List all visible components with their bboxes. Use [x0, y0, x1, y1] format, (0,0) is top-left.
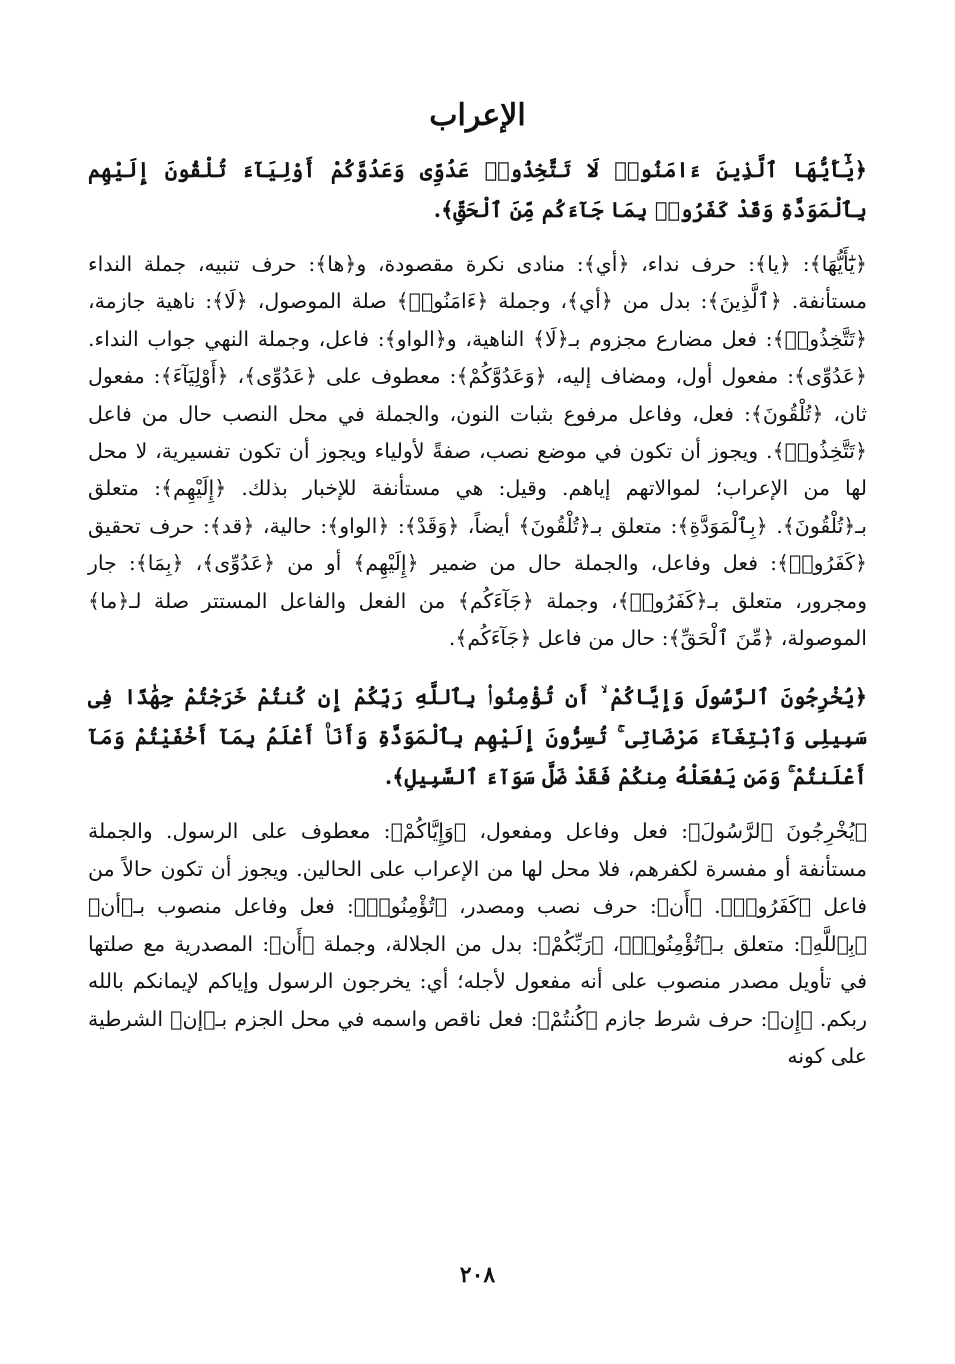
- page-title: الإعراب: [429, 98, 526, 133]
- quran-verse: ﴿يُخْرِجُونَ ٱلرَّسُولَ وَإِيَّاكُمْ ۙ أَن تُؤْمِنُوا۟ بِٱللَّهِ رَبِّكُمْ إِن كُنتُمْ خَرَجْتُمْ جِهَٰدًا فِى سَبِيلِى وَٱبْتِغَآءَ مَرْضَاتِى ۚ تُسِرُّونَ إِلَيْهِم بِٱلْمَوَدَّةِ وَأَنَا۠ أَعْلَمُ بِمَآ أَخْفَيْتُمْ وَمَآ أَعْلَنتُمْ ۚ وَمَن يَفْعَلْهُ مِنكُمْ فَقَدْ ضَلَّ سَوَآءَ ٱلسَّبِيلِ﴾.: [88, 684, 867, 790]
- quran-verse: ﴿يَٰٓأَيُّهَا ٱلَّذِينَ ءَامَنُوا۟ لَا تَتَّخِذُوا۟ عَدُوِّى وَعَدُوَّكُمْ أَوْلِيَآءَ تُلْقُونَ إِلَيْهِم بِٱلْمَوَدَّةِ وَقَدْ كَفَرُوا۟ بِمَا جَآءَكُم مِّنَ ٱلْحَقِّ﴾.: [88, 157, 867, 222]
- grammar-paragraph: ﴿يَٰٓأَيُّهَا﴾: ﴿يا﴾: حرف نداء، ﴿أي﴾: منادى نكرة مقصودة، و﴿ها﴾: حرف تنبيه، جملة النداء مستأنفة. ﴿ٱلَّذِينَ﴾: بدل من ﴿أي﴾، وجملة ﴿ءَامَنُوا۟﴾ صلة الموصول، ﴿لَا﴾: ناهية جازمة، ﴿تَتَّخِذُوا۟﴾: فعل مضارع مجزوم بـ﴿لَا﴾ الناهية، و﴿الواو﴾: فاعل، وجملة النهي جواب النداء. ﴿عَدُوِّى﴾: مفعول أول، ومضاف إليه، ﴿وَعَدُوَّكُمْ﴾: معطوف على ﴿عَدُوِّى﴾، ﴿أَوْلِيَآءَ﴾: مفعول ثان، ﴿تُلْقُونَ﴾: فعل، وفاعل مرفوع بثبات النون، والجملة في محل النصب حال من فاعل ﴿تَتَّخِذُوا۟﴾. ويجوز أن تكون في موضع نصب، صفةً لأولياء ويجوز أن تكون تفسيرية، لا محل لها من الإعراب؛ لموالاتهم إياهم. وقيل: هي مستأنفة للإخبار بذلك. ﴿إِلَيْهِم﴾: متعلق بـ﴿تُلْقُونَ﴾. ﴿بِٱلْمَوَدَّةِ﴾: متعلق بـ﴿تُلْقُونَ﴾ أيضاً، ﴿وَقَدْ﴾: ﴿الواو﴾: حالية، ﴿قد﴾: حرف تحقيق ﴿كَفَرُوا۟﴾: فعل وفاعل، والجملة حال من ضمير ﴿إِلَيْهِم﴾ أو من ﴿عَدُوِّى﴾، ﴿بِمَا﴾: جار ومجرور، متعلق بـ﴿كَفَرُوا۟﴾، وجملة ﴿جَآءَكُم﴾ من الفعل والفاعل المستتر صلة لـ﴿ما﴾ الموصولة، ﴿مِّنَ ٱلْحَقِّ﴾: حال من فاعل ﴿جَآءَكُم﴾.: [88, 252, 868, 651]
- page-number: ٢٠٨: [459, 1262, 496, 1288]
- grammar-paragraph: ﴿يُخْرِجُونَ ٱلرَّسُولَ﴾: فعل وفاعل ومفعول، ﴿وَإِيَّاكُمْ﴾: معطوف على الرسول. والجملة مستأنفة أو مفسرة لكفرهم، فلا محل لها من الإعراب على الحالين. ويجوز أن تكون حالاً من فاعل ﴿كَفَرُوا۟﴾. ﴿أَن﴾: حرف نصب ومصدر، ﴿تُؤْمِنُوا۟﴾: فعل وفاعل منصوب بـ﴿أن﴾ ﴿بِٱللَّهِ﴾: متعلق بـ﴿تُؤْمِنُوا۟﴾، ﴿رَبِّكُمْ﴾: بدل من الجلالة، وجملة ﴿أَن﴾: المصدرية مع صلتها في تأويل مصدر منصوب على أنه مفعول لأجله؛ أي: يخرجون الرسول وإياكم لإيمانكم بالله ربكم. ﴿إِن﴾: حرف شرط جازم ﴿كُنتُمْ﴾: فعل ناقص واسمه في محل الجزم بـ﴿إن﴾ الشرطية على كونه: [88, 819, 867, 1068]
- page-content: [88, 150, 867, 1087]
